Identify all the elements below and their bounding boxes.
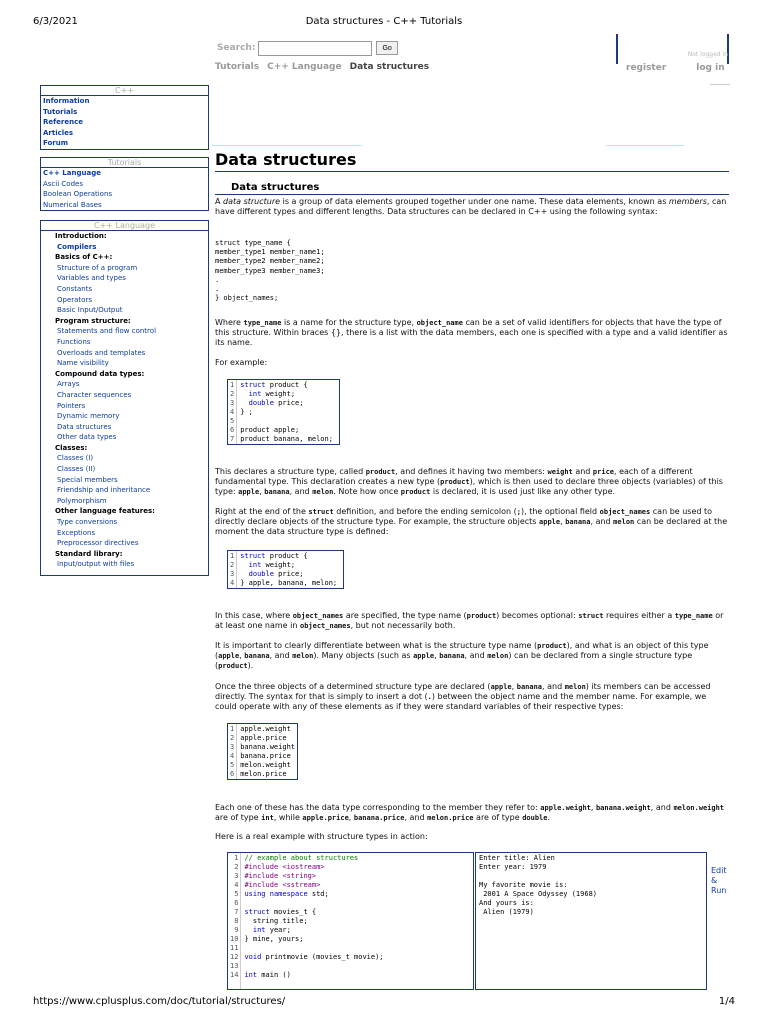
nav-item-other-data-types[interactable]: Other data types: [57, 433, 117, 442]
search-label: Search:: [217, 43, 256, 53]
nav-item-functions[interactable]: Functions: [57, 337, 91, 346]
nav-item-name-visibility[interactable]: Name visibility: [57, 359, 109, 368]
nav-item-special-members[interactable]: Special members: [57, 475, 118, 484]
nav-item-reference[interactable]: Reference: [43, 118, 84, 127]
nav-item-boolean-operations[interactable]: Boolean Operations: [43, 190, 113, 199]
program-output: Enter title: Alien Enter year: 1979 My favorite movie is: 2001 A Space Odyssey (1968) And yours is: Alien (1979): [475, 852, 707, 990]
nav-item-basic-input-output[interactable]: Basic Input/Output: [57, 306, 123, 315]
nav-item-arrays[interactable]: Arrays: [57, 380, 80, 389]
code-lines: struct product { int weight; double price; } ; product apple; product banana, melon;: [240, 381, 333, 443]
nav-tutorials: [40, 157, 209, 211]
nav-item-overloads-and-templates[interactable]: Overloads and templates: [57, 348, 146, 357]
for-example-text: For example:: [215, 358, 268, 367]
edit-run-label: &: [711, 876, 718, 885]
nav-item-friendship-and-inheritance[interactable]: Friendship and inheritance: [57, 486, 151, 495]
divider: [606, 145, 684, 146]
print-url: https://www.cplusplus.com/doc/tutorial/structures/: [33, 996, 286, 1007]
account-divider: [727, 34, 729, 64]
print-header: [0, 16, 768, 30]
nav-item-introduction: Introduction:: [55, 232, 107, 240]
in-this-case-paragraph: In this case, where object_names are specified, the type name (product) becomes optional: struct requires either a type_name or at least one name in object_names, but not necessarily both.: [215, 611, 724, 631]
each-one-paragraph: Each one of these has the data type corresponding to the member they refer to: apple.weight, banana.weight, and melon.weight are of type int, while apple.price, banana.price, and melon.price are of type double.: [215, 803, 725, 823]
nav-item-numerical-bases[interactable]: Numerical Bases: [43, 200, 102, 209]
print-page-number: 1/4: [718, 996, 735, 1007]
nav-item-articles[interactable]: Articles: [43, 128, 74, 137]
nav-item-compilers[interactable]: Compilers: [57, 242, 97, 251]
code-example-4[interactable]: [227, 852, 474, 990]
nav-item-structure-of-a-program[interactable]: Structure of a program: [57, 263, 138, 272]
nav-item-basics-of-c: Basics of C++:: [55, 253, 113, 262]
divider: [212, 145, 362, 146]
code-lines: struct product { int weight; double price; } apple, banana, melon;: [240, 552, 338, 587]
nav-item-type-conversions[interactable]: Type conversions: [57, 518, 118, 527]
divider: [215, 194, 729, 195]
nav-language: [40, 220, 209, 576]
nav-item-operators[interactable]: Operators: [57, 295, 92, 304]
search-bar: [217, 40, 398, 56]
edit-run-label: Edit: [711, 866, 727, 875]
nav-item-input-output-with-files[interactable]: Input/output with files: [57, 560, 135, 569]
nav-item-statements-and-flow-control[interactable]: Statements and flow control: [57, 327, 157, 336]
breadcrumb: [215, 62, 429, 72]
important-paragraph: It is important to clearly differentiate between what is the structure type name (product), and what is an object of this type (apple, banana, and melon). Many objects (such as apple, banana, and melon) can be declared from a single structure type (product).: [215, 641, 709, 671]
line-numbers: 1 2 3 4: [228, 551, 237, 588]
nav-item-constants[interactable]: Constants: [57, 284, 93, 293]
go-button[interactable]: Go: [376, 41, 397, 55]
nav-cpp: [40, 85, 209, 150]
search-input[interactable]: [258, 41, 372, 56]
nav-item-dynamic-memory[interactable]: Dynamic memory: [57, 412, 120, 421]
divider: [215, 171, 729, 172]
nav-item-other-language-features: Other language features:: [55, 507, 155, 516]
nav-item-pointers[interactable]: Pointers: [57, 401, 86, 410]
nav-item-information[interactable]: Information: [43, 97, 90, 105]
intro-paragraph: A data structure is a group of data elements grouped together under one name. These data elements, known as members, can have different types and different lengths. Data structures can be declared in C++ using the following syntax:: [215, 197, 727, 217]
where-paragraph: Where type_name is a name for the structure type, object_name can be a set of valid identifiers for objects that have the type of this structure. Within braces {}, there is a list with the data members, each one is specified with a type and a valid identifier as its name.: [215, 318, 728, 348]
page-title: Data structures: [215, 150, 357, 169]
nav-item-classes-ii[interactable]: Classes (II): [57, 465, 96, 474]
login-link[interactable]: log in: [696, 63, 725, 73]
nav-item-ascii-codes[interactable]: Ascii Codes: [43, 179, 83, 188]
edit-run-label: Run: [711, 886, 727, 895]
code-lines: // example about structures #include <iostream> #include <string> #include <sstream> using namespace std; struct movies_t { string title; int year; } mine, yours; void printmovie (movies_t movie); int main (): [244, 854, 384, 979]
once-paragraph: Once the three objects of a determined structure type are declared (apple, banana, and melon) its members can be accessed directly. The syntax for that is simply to insert a dot (.) between the object name and the member name. For example, we could operate with any of these elements as if they were standard variables of their respective types:: [215, 682, 711, 712]
breadcrumb-data-structures: Data structures: [349, 62, 430, 72]
nav-item-compound-data-types: Compound data types:: [55, 369, 145, 378]
nav-item-standard-library: Standard library:: [55, 549, 123, 558]
code-example-1: [227, 379, 340, 445]
syntax-block: struct type_name { member_type1 member_name1; member_type2 member_name2; member_type3 member_name3; . . } object_names;: [215, 239, 325, 303]
line-numbers: 1 2 3 4 5 6 7 8 9 10 11 12 13 14: [228, 853, 241, 989]
print-date: 6/3/2021: [33, 16, 78, 27]
section-title: Data structures: [231, 182, 320, 193]
nav-item-c-language[interactable]: C++ Language: [43, 169, 101, 177]
print-title: Data structures - C++ Tutorials: [305, 16, 463, 27]
nav-header: C++ Language: [41, 221, 208, 231]
real-example-text: Here is a real example with structure types in action:: [215, 832, 428, 841]
nav-item-forum[interactable]: Forum: [43, 139, 69, 148]
nav-item-preprocessor-directives[interactable]: Preprocessor directives: [57, 539, 139, 548]
code-example-2: [227, 550, 344, 589]
nav-item-tutorials[interactable]: Tutorials: [43, 107, 78, 116]
nav-header: Tutorials: [41, 158, 208, 168]
register-link[interactable]: register: [626, 63, 667, 73]
nav-item-exceptions[interactable]: Exceptions: [57, 528, 96, 537]
account-links: [626, 63, 725, 73]
nav-item-polymorphism[interactable]: Polymorphism: [57, 496, 107, 505]
login-status: Not logged in: [687, 51, 728, 58]
code-example-3: [227, 723, 298, 780]
nav-item-variables-and-types[interactable]: Variables and types: [57, 274, 126, 283]
code-lines: apple.weight apple.price banana.weight banana.price melon.weight melon.price: [240, 725, 296, 778]
declares-paragraph: This declares a structure type, called product, and defines it having two members: weight and price, each of a different fundamental type. This declaration creates a new type (product), which is then used to declare three objects (variables) of this type: apple, banana, and melon. Note how once product is declared, it is used just like any other type.: [215, 467, 723, 497]
nav-item-program-structure: Program structure:: [55, 316, 131, 325]
line-numbers: 1 2 3 4 5 6: [228, 724, 237, 779]
breadcrumb-tutorials[interactable]: Tutorials: [215, 62, 260, 72]
breadcrumb-cpp-language[interactable]: C++ Language: [267, 62, 342, 72]
account-divider: [616, 34, 618, 64]
divider: [710, 84, 730, 85]
line-numbers: 1 2 3 4 5 6 7: [228, 380, 237, 444]
nav-item-classes-i[interactable]: Classes (I): [57, 454, 94, 463]
edit-run-link[interactable]: [711, 866, 727, 896]
nav-header: C++: [41, 86, 208, 96]
nav-item-data-structures[interactable]: Data structures: [57, 422, 112, 431]
right-at-end-paragraph: Right at the end of the struct definition, and before the ending semicolon (;), the optional field object_names can be used to directly declare objects of the structure type. For example, the structure objects apple, banana, and melon can be declared at the moment the data structure type is defined:: [215, 507, 728, 537]
nav-item-classes: Classes:: [55, 443, 88, 452]
nav-item-character-sequences[interactable]: Character sequences: [57, 390, 132, 399]
